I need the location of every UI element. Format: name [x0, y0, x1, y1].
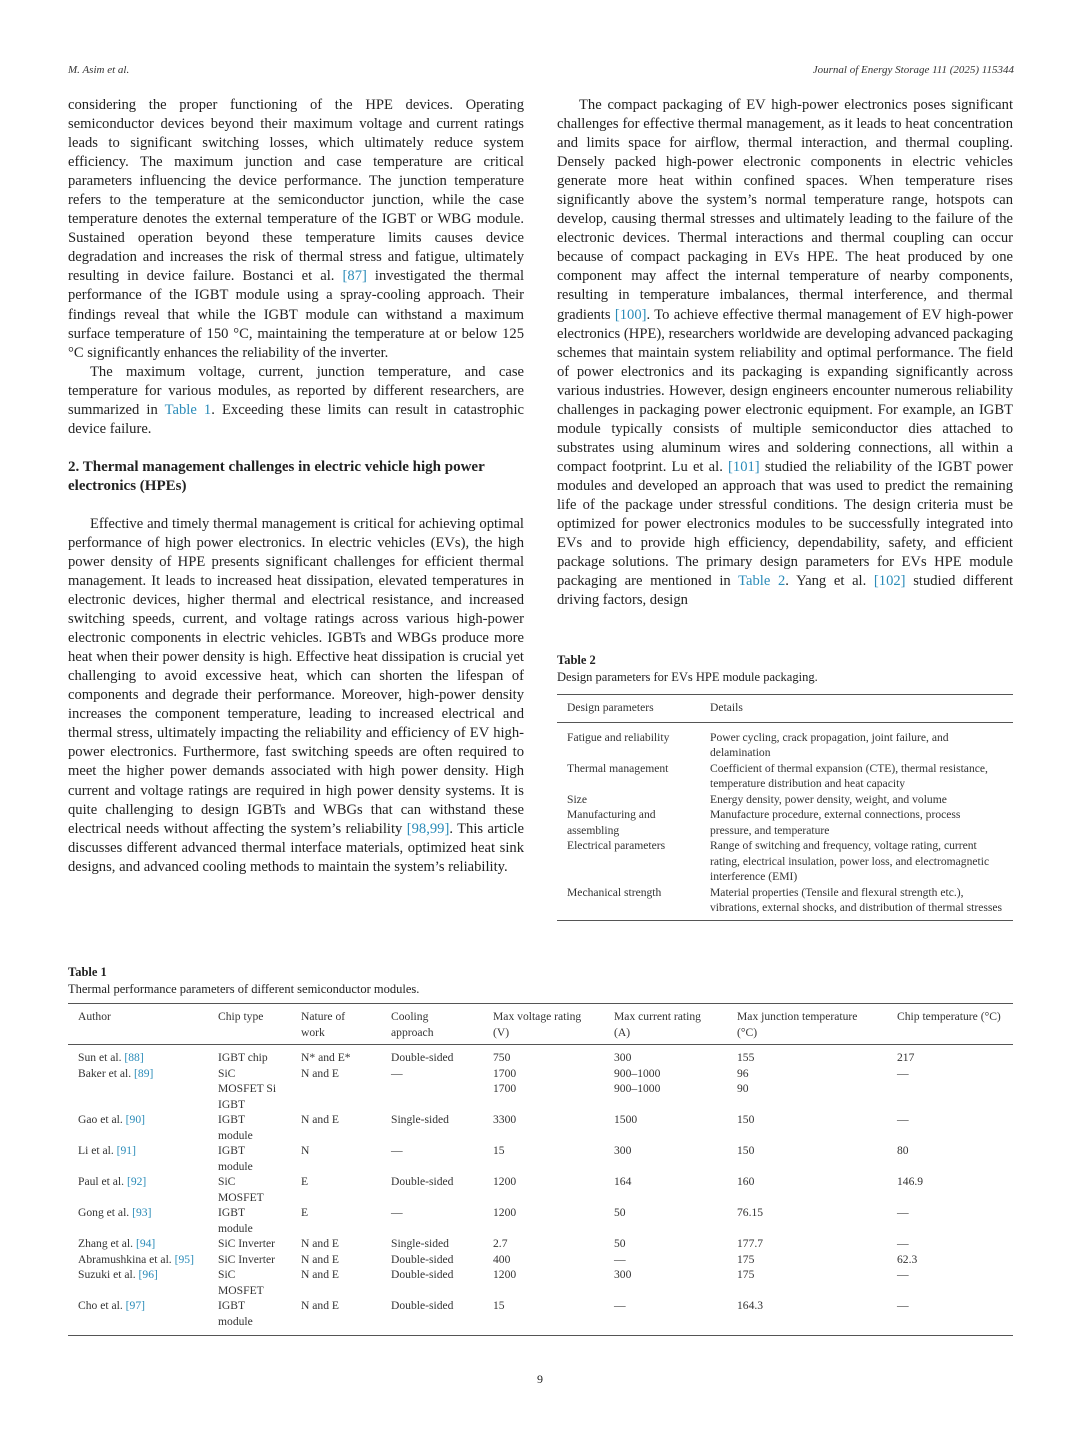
table-cell: Double-sided	[391, 1299, 454, 1312]
text-run: . Exceeding these limits can result in catastrophic device failure.	[68, 401, 524, 437]
citation-link[interactable]: [90]	[125, 1113, 145, 1126]
table-2	[557, 652, 1013, 921]
table-cell: Double-sided	[391, 1268, 454, 1281]
table-cell: 900–1000 900–1000	[614, 1066, 661, 1095]
author-cell	[68, 1143, 208, 1174]
text-run: . Yang et al.	[785, 573, 874, 590]
table-row	[557, 838, 1013, 885]
column-header: Author	[68, 1004, 208, 1045]
table-caption: Thermal performance parameters of different semiconductor modules.	[68, 982, 420, 996]
table-cell: —	[897, 1237, 909, 1250]
author-cell	[68, 1066, 208, 1113]
table-cell: —	[897, 1066, 909, 1080]
citation-link[interactable]: [93]	[132, 1206, 152, 1219]
citation-link[interactable]: Table 1	[164, 401, 212, 418]
table-cell: SiC MOSFET	[218, 1175, 264, 1204]
parameter-cell: Fatigue and reliability	[567, 730, 670, 744]
table-cell: 3300	[493, 1113, 517, 1126]
author-name: Gao et al.	[78, 1113, 123, 1126]
table-row	[68, 1066, 1013, 1113]
table-cell: 50	[614, 1206, 626, 1219]
details-cell: Coefficient of thermal expansion (CTE), thermal resistance, temperature distribution and heat capacity	[710, 761, 988, 790]
table-cell: SiC MOSFET	[218, 1268, 264, 1297]
author-name: Li et al.	[78, 1144, 114, 1157]
table-cell: N and E	[301, 1113, 339, 1126]
table-label: Table 1	[68, 965, 107, 979]
table-cell: 62.3	[897, 1252, 918, 1266]
text-run: The compact packaging of EV high-power electronics poses significant challenges for effective thermal management, as it leads to heat concentration and limits space for airflow, thermal interaction, and thermal coupling. Densely packed high-power electronic components in electric vehicles generate more heat within confined spaces. When temperature rises significantly above the system’s normal temperature range, hotspots can develop, causing thermal stresses and ultimately leading to the failure of the electronic devices. Thermal interactions and thermal coupling can occur because of compact packaging in EVs HPE. The heat produced by one component may affect the internal temperature of nearby components, resulting in temperature imbalances, thermal interference, and thermal gradients	[557, 97, 1013, 323]
citation-link[interactable]: [100]	[614, 306, 647, 323]
table-row	[68, 1045, 1013, 1066]
table-cell: 400	[493, 1252, 511, 1266]
parameter-cell: Mechanical strength	[567, 885, 662, 899]
paragraph	[557, 96, 1013, 610]
author-cell	[68, 1298, 208, 1336]
table-row	[557, 885, 1013, 921]
author-name: Paul et al.	[78, 1175, 125, 1188]
table-cell: 175	[737, 1268, 755, 1281]
table-row	[68, 1174, 1013, 1205]
author-cell	[68, 1267, 208, 1298]
citation-link[interactable]: [97]	[125, 1299, 145, 1312]
author-name: Abramushkina et al.	[78, 1252, 172, 1266]
citation-link[interactable]: [87]	[342, 268, 367, 285]
table-cell: 217	[897, 1051, 915, 1064]
table-cell: 160	[737, 1175, 755, 1188]
paragraph	[68, 363, 524, 439]
table-label: Table 2	[557, 653, 596, 667]
table-row	[68, 1267, 1013, 1298]
details-cell: Energy density, power density, weight, and volume	[710, 792, 947, 806]
author-name: Cho et al.	[78, 1299, 123, 1312]
table-cell: SiC MOSFET Si IGBT	[218, 1066, 277, 1111]
text-run: Effective and timely thermal management is critical for achieving optimal performance of high power electronics. In electric vehicles (EVs), the high power density of HPE presents significant challenges for efficient thermal management. It leads to increased heat dissipation, elevated temperatures in electronic devices, higher thermal and electrical resistance, and increased switching speeds, current, and voltage ratings across various high-power electronic components in electric vehicles. IGBTs and WBGs produce more heat when their power density is high. Effective heat dissipation is crucial yet challenging to avoid excessive heat, which can shorten the lifespan of components and degrade their performance. Moreover, high-power density increases the component temperature, leading to increased electrical and thermal stress, ultimately impacting the reliability and efficiency of EV high-power electronics. Furthermore, fast switching speeds are often required to meet the higher power demands associated with high power density. High current and voltage ratings are required in high power density systems. It is quite challenging to design IGBTs and WBGs that can withstand these electrical needs without affecting the system’s reliability	[68, 515, 524, 837]
paragraph	[68, 515, 524, 877]
text-run: studied different driving factors, design	[557, 573, 1013, 609]
table-row	[68, 1298, 1013, 1336]
table-cell: 1200	[493, 1206, 517, 1219]
citation-link[interactable]: [94]	[135, 1237, 156, 1250]
column-header: Chip type	[208, 1004, 291, 1045]
table-cell: SiC Inverter	[218, 1252, 275, 1266]
table-row	[557, 807, 1013, 838]
citation-link[interactable]: [98,99]	[406, 820, 450, 837]
column-header: Chip temperature (°C)	[887, 1004, 1013, 1045]
author-cell	[68, 1112, 208, 1143]
author-name: Zhang et al.	[78, 1237, 134, 1250]
author-name: Gong et al.	[78, 1206, 130, 1219]
table-cell: 1500	[614, 1113, 638, 1126]
table-cell: —	[391, 1144, 403, 1157]
parameter-cell: Electrical parameters	[567, 839, 666, 852]
table-cell: 300	[614, 1268, 632, 1281]
column-header: Cooling approach	[381, 1004, 483, 1045]
paragraph	[68, 96, 524, 363]
table-cell: 1200	[493, 1268, 517, 1281]
table-cell: IGBT chip	[218, 1051, 268, 1064]
table-row	[68, 1252, 1013, 1268]
table-cell: Single-sided	[391, 1113, 449, 1126]
author-cell	[68, 1174, 208, 1205]
column-header: Max current rating (A)	[604, 1004, 727, 1045]
table-cell: E	[301, 1175, 309, 1188]
table-caption: Design parameters for EVs HPE module packaging.	[557, 670, 818, 684]
table-row	[557, 761, 1013, 792]
table-cell: —	[897, 1113, 909, 1126]
table-cell: —	[897, 1299, 909, 1312]
table-cell: IGBT module	[218, 1206, 253, 1235]
citation-link[interactable]: [89]	[134, 1066, 154, 1080]
column-header: Nature of work	[291, 1004, 381, 1045]
page-number: 9	[537, 1372, 543, 1386]
column-header: Design parameters	[557, 695, 700, 723]
right-column	[557, 96, 1013, 610]
table-cell: —	[614, 1252, 626, 1266]
running-header-authors: M. Asim et al.	[68, 64, 130, 76]
text-run: considering the proper functioning of the HPE devices. Operating semiconductor devices beyond their maximum voltage and current ratings leads to significant switching losses, which ultimately reduce system efficiency. The maximum junction and case temperature are critical parameters influencing the device performance. The junction temperature refers to the temperature at the semiconductor junction, while the case temperature denotes the external temperature of the IGBT or WBG module. Sustained operation beyond these temperature limits causes device degradation and increases the risk of thermal stress and fatigue, ultimately resulting in device failure. Bostanci et al.	[68, 97, 524, 285]
column-header: Max voltage rating (V)	[483, 1004, 604, 1045]
table-cell: IGBT module	[218, 1299, 253, 1328]
column-header: Max junction temperature (°C)	[727, 1004, 887, 1045]
parameter-cell: Thermal management	[567, 761, 669, 775]
table-cell: N and E	[301, 1237, 339, 1250]
details-cell: Power cycling, crack propagation, joint failure, and delamination	[710, 730, 949, 759]
table-cell: IGBT module	[218, 1113, 253, 1142]
table-cell: 300	[614, 1051, 632, 1064]
table-cell: 2.7	[493, 1237, 508, 1250]
table-cell: Double-sided	[391, 1051, 454, 1064]
table-row	[557, 792, 1013, 808]
table-row	[68, 1236, 1013, 1252]
table-cell: 50	[614, 1237, 626, 1250]
table-cell: 155	[737, 1051, 755, 1064]
table-cell: Double-sided	[391, 1252, 454, 1266]
table-row	[557, 722, 1013, 761]
table-cell: 80	[897, 1144, 909, 1157]
author-cell	[68, 1252, 208, 1268]
author-cell	[68, 1236, 208, 1252]
text-run: The maximum voltage, current, junction temperature, and case temperature for various modules, as reported by different researchers, are summarized in	[68, 363, 524, 418]
details-cell: Material properties (Tensile and flexural strength etc.), vibrations, external shocks, and distribution of thermal stresses	[710, 885, 1003, 914]
table-cell: —	[391, 1066, 403, 1080]
table-cell: N and E	[301, 1268, 339, 1281]
table-cell: 1200	[493, 1175, 517, 1188]
table-cell: 15	[493, 1299, 505, 1312]
citation-link[interactable]: [102]	[873, 573, 906, 590]
table-cell: 300	[614, 1144, 632, 1157]
running-header-journal: Journal of Energy Storage 111 (2025) 115344	[812, 64, 1014, 76]
table-row	[68, 1205, 1013, 1236]
citation-link[interactable]: Table 2	[738, 573, 786, 590]
citation-link[interactable]: [91]	[116, 1144, 136, 1157]
table-cell: Double-sided	[391, 1175, 454, 1188]
table-cell: N* and E*	[301, 1051, 351, 1064]
table-cell: —	[391, 1206, 403, 1219]
citation-link[interactable]: [95]	[174, 1252, 194, 1266]
table-cell: —	[897, 1206, 909, 1219]
table-cell: 150	[737, 1144, 755, 1157]
table-cell: 750	[493, 1051, 511, 1064]
author-name: Baker et al.	[78, 1066, 132, 1080]
details-cell: Range of switching and frequency, voltage rating, current rating, electrical insulation, power loss, and electromagnetic interference (EMI)	[710, 839, 990, 883]
text-run: . This article discusses different advanced thermal interface materials, optimized heat sink designs, and advanced cooling methods to maintain the system’s reliability.	[68, 820, 524, 875]
table-cell: Single-sided	[391, 1237, 449, 1250]
author-cell	[68, 1045, 208, 1066]
table-cell: 76.15	[737, 1206, 764, 1219]
table-cell: N	[301, 1144, 310, 1157]
citation-link[interactable]: [88]	[124, 1051, 144, 1064]
table-cell: 164	[614, 1175, 632, 1188]
section-heading: 2. Thermal management challenges in electric vehicle high power electronics (HPEs)	[68, 458, 485, 494]
table-cell: 96 90	[737, 1066, 749, 1095]
table-cell: E	[301, 1206, 309, 1219]
text-run: studied the reliability of the IGBT power modules and developed an approach that was used to predict the remaining life of the package under stressful conditions. The design criteria must be optimized for power electronics modules to be successfully integrated into EVs and to provide high efficiency, dependability, safety, and efficient package solutions. The primary design parameters for EVs HPE module packaging are mentioned in	[557, 458, 1013, 590]
table-cell: SiC Inverter	[218, 1237, 275, 1250]
table-cell: 150	[737, 1113, 755, 1126]
column-header: Details	[700, 695, 1013, 723]
table-row	[68, 1112, 1013, 1143]
citation-link[interactable]: [92]	[126, 1175, 147, 1188]
author-name: Suzuki et al.	[78, 1268, 136, 1281]
table-cell: —	[897, 1268, 909, 1281]
table-cell: —	[614, 1299, 626, 1312]
table-cell: IGBT module	[218, 1144, 253, 1173]
table-cell: 1700 1700	[493, 1066, 517, 1095]
details-cell: Manufacture procedure, external connections, process pressure, and temperature	[710, 808, 961, 837]
table-cell: 175	[737, 1252, 755, 1266]
citation-link[interactable]: [96]	[138, 1268, 158, 1281]
text-run: . To achieve effective thermal management of EV high-power electronics (HPE), researchers worldwide are developing advanced packaging schemes that maintain system reliability and optimal performance. The field of power electronics and its packaging is expanding significantly across various industries. However, design engineers encounter numerous reliability challenges in packaging power electronic equipment. For example, an IGBT module typically consists of multiple semiconductor dies attached to substrates using aluminum wires and soldering connections, all within a compact footprint. Lu et al.	[557, 306, 1013, 475]
table-cell: N and E	[301, 1299, 339, 1312]
parameter-cell: Manufacturing and assembling	[567, 808, 656, 837]
left-column	[68, 96, 524, 877]
table-row	[68, 1143, 1013, 1174]
parameter-cell: Size	[567, 792, 587, 806]
table-cell: N and E	[301, 1252, 339, 1266]
table-cell: 164.3	[737, 1299, 764, 1312]
table-cell: N and E	[301, 1066, 339, 1080]
table-cell: 15	[493, 1144, 505, 1157]
citation-link[interactable]: [101]	[728, 458, 760, 475]
text-run: investigated the thermal performance of the IGBT module using a spray-cooling approach. Their findings reveal that while the IGBT module can withstand a maximum surface temperature of 150 °C, maintaining the temperature at or below 125 °C significantly enhances the reliability of the inverter.	[68, 268, 524, 361]
author-cell	[68, 1205, 208, 1236]
table-cell: 177.7	[737, 1237, 764, 1250]
author-name: Sun et al.	[78, 1051, 122, 1064]
table-1	[68, 964, 1013, 1336]
table-cell: 146.9	[897, 1175, 924, 1188]
